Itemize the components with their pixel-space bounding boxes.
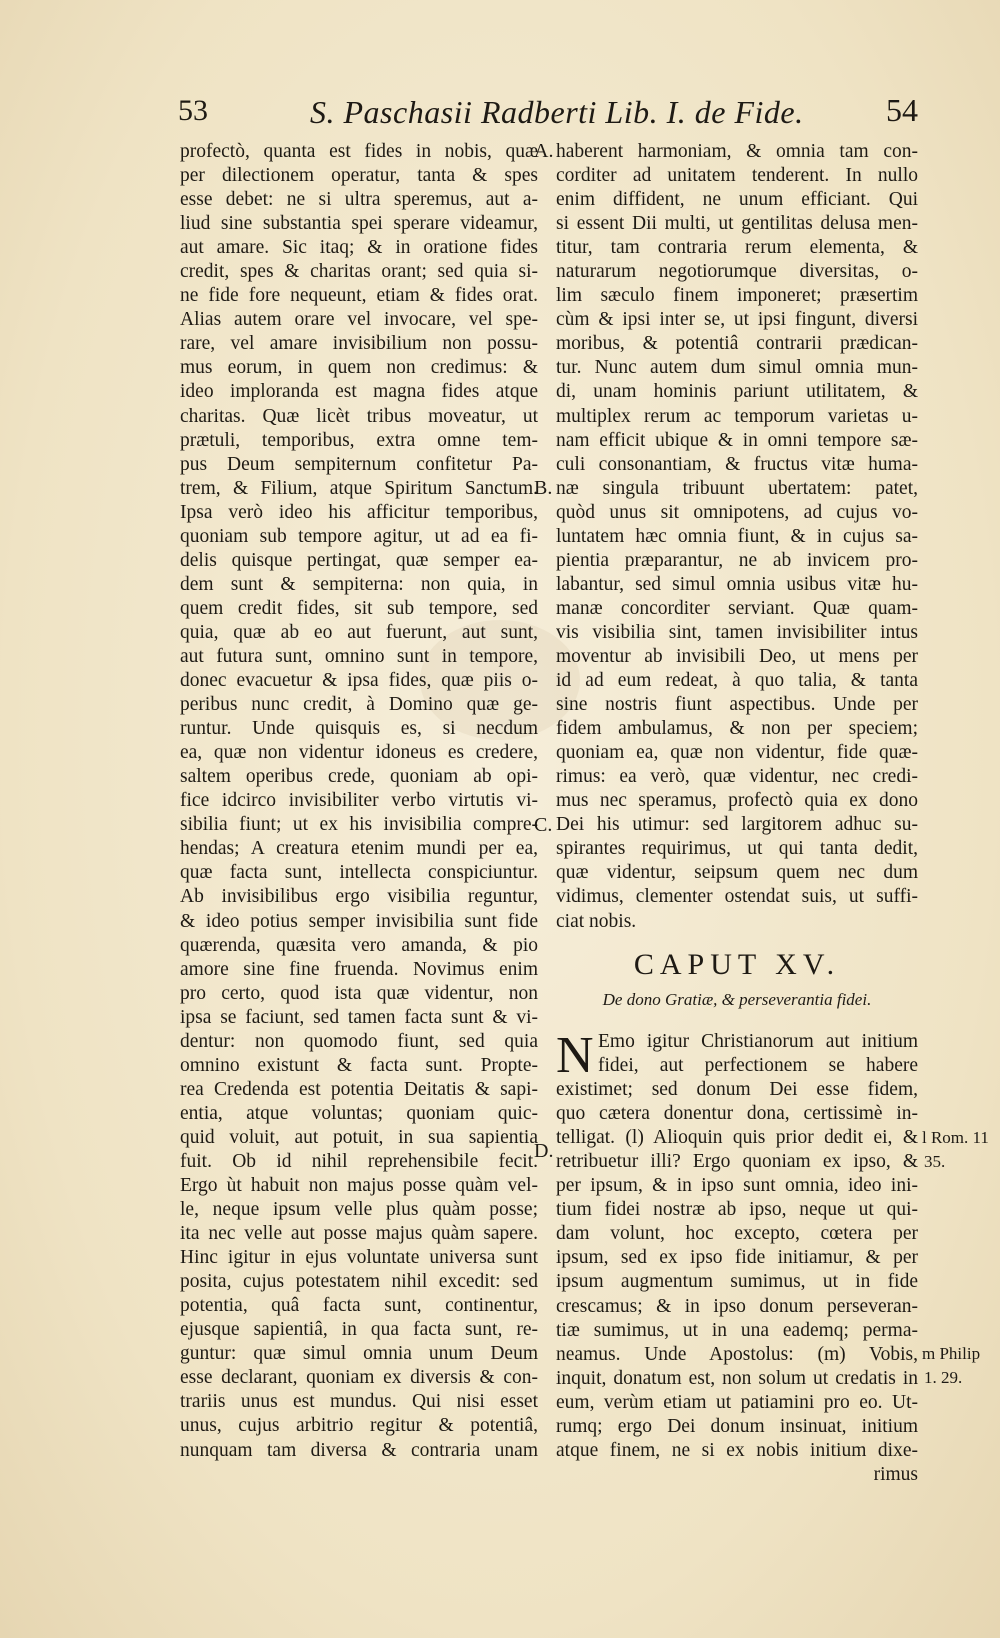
text-line: crescamus; & in ipso donum perseveran- — [556, 1295, 918, 1317]
text-line: esse declarant, quoniam ex diversis & con- — [180, 1367, 538, 1389]
text-line: liud sine substantia spei sperare videamur, — [180, 213, 538, 235]
chapter-subtitle: De dono Gratiæ, & perseverantia fidei. — [602, 990, 872, 1009]
text-line: quem credit fides, sit sub tempore, sed — [180, 597, 538, 619]
text-line: quærenda, quæsita vero amanda, & pio — [180, 934, 538, 956]
text-line: omnino existunt & facta sunt. Propte- — [180, 1054, 538, 1076]
text-line: cùm & ipsi inter se, ut ipsi fingunt, diversi — [556, 309, 918, 331]
text-line: retribuetur illi? Ergo quoniam ex ipso, & — [556, 1151, 918, 1173]
text-line: ejusque sapientiâ, in qua facta sunt, re- — [180, 1319, 538, 1341]
right-page-number: 54 — [886, 92, 918, 128]
text-line: labantur, sed simul omnia usibus vitæ hu- — [556, 573, 918, 595]
text-line: posita, cujus potestatem nihil excedit: sed — [180, 1271, 538, 1293]
text-line: rea Credenda est potentia Deitatis & sapi- — [180, 1078, 538, 1100]
text-line: quoniam sub tempore agitur, ut ad ea fi- — [180, 525, 538, 547]
text-line: quoniam ea, quæ non videntur, fide quæ- — [556, 742, 918, 764]
margin-letter-a: A. — [534, 140, 554, 162]
text-line: esse debet: ne si ultra speremus, aut a- — [180, 189, 538, 211]
right-column-bottom — [556, 1027, 918, 1487]
text-line: pro certo, quod ista quæ videntur, non — [180, 982, 538, 1004]
text-line: lim sæculo finem imponeret; præsertim — [556, 285, 918, 307]
text-line: mus nec speramus, profectò quia ex dono — [556, 790, 918, 812]
text-line: guntur: quæ simul omnia unum Deum — [180, 1343, 538, 1365]
text-line: rimus — [873, 1463, 918, 1485]
text-line: credit, spes & charitas orant; sed quia si- — [180, 261, 538, 283]
text-line: Alias autem orare vel invocare, vel spe- — [180, 309, 538, 331]
text-line: Ipsa verò ideo his afficitur temporibus, — [180, 501, 538, 523]
text-line: aut amare. Sic itaq; & in oratione fides — [180, 237, 538, 259]
text-line: dem sunt & sempiterna: non quia, in — [180, 573, 538, 595]
text-line: di, unam hominis pariunt utilitatem, & — [556, 381, 918, 403]
text-line: si essent Dii multi, ut gentilitas delusa men- — [556, 213, 918, 235]
left-page-number: 53 — [178, 94, 208, 127]
text-line: ideo imploranda est magna fides atque — [180, 381, 538, 403]
text-line: Ergo ùt habuit non majus posse quàm vel- — [180, 1175, 538, 1197]
text-line: amore sine fine fruenda. Novimus enim — [180, 958, 538, 980]
text-line: quòd unus sit omnipotens, ad cujus vo- — [556, 501, 918, 523]
text-line: rare, vel amare invisibilium non possu- — [180, 333, 538, 355]
text-line: potentia, quâ facta sunt, continentur, — [180, 1295, 538, 1317]
text-line: ita nec velle aut posse majus quàm sapere. — [180, 1223, 538, 1245]
text-line: trariis unus est mundus. Qui nisi esset — [180, 1391, 538, 1413]
text-line: telligat. (l) Alioquin quis prior dedit ei, & — [556, 1127, 918, 1149]
text-line: fice idcirco invisibiliter verbo virtutis vi- — [180, 790, 538, 812]
margin-note-rom-verse: 35. — [924, 1152, 946, 1171]
text-line: quia, quæ ab eo aut fuerunt, aut sunt, — [180, 621, 538, 643]
text-line: trem, & Filium, atque Spiritum Sanctum. — [180, 477, 538, 499]
left-column — [180, 140, 538, 1463]
text-line: tur. Nunc autem dum simul omnia mun- — [556, 357, 918, 379]
text-line: le, neque ipsum velle plus quàm posse; — [180, 1199, 538, 1221]
text-line: dam volunt, hoc excepto, cœtera per — [556, 1223, 918, 1245]
text-line: ne fide fore nequeunt, etiam & fides orat. — [180, 285, 538, 307]
text-line: haberent harmoniam, & omnia tam con- — [556, 141, 918, 162]
text-line: vis visibilia sint, tamen invisibiliter intus — [556, 621, 918, 643]
text-line: per dilectionem operatur, tanta & spes — [180, 165, 538, 187]
text-line: neamus. Unde Apostolus: (m) Vobis, — [556, 1343, 918, 1365]
text-line: peribus nunc credit, à Domino quæ ge- — [180, 694, 538, 716]
text-line: corditer ad unitatem tenderent. In nullo — [556, 165, 918, 187]
text-line: aut futura sunt, omnino sunt in tempore, — [180, 645, 538, 667]
text-line: ipsa se faciunt, sed tamen facta sunt & vi- — [180, 1006, 538, 1028]
text-line: quid voluit, aut potuit, in sua sapientia — [180, 1126, 538, 1148]
text-line: fuit. Ob id nihil reprehensibile fecit. — [180, 1150, 538, 1172]
drop-cap: N — [556, 1027, 594, 1084]
text-line: eum, verùm etiam ut patiamini pro eo. Ut- — [556, 1391, 918, 1413]
text-line: atque finem, ne si ex nobis initium dixe- — [556, 1439, 918, 1461]
text-line: naturarum negotiorumque diversitas, o- — [556, 261, 918, 283]
text-line: quo cætera donentur dona, certissimè in- — [556, 1103, 918, 1125]
text-line: rimus: ea verò, quæ videntur, nec credi- — [556, 766, 918, 788]
running-title: S. Paschasii Radberti Lib. I. de Fide. — [310, 94, 804, 130]
text-line: moribus, & potentiâ contrarii prædican- — [556, 333, 918, 355]
margin-letter-b: B. — [534, 477, 553, 499]
text-line: multiplex rerum ac temporum varietas u- — [556, 405, 918, 427]
text-line: profectò, quanta est fides in nobis, quæ — [180, 141, 538, 162]
text-line: existimet; sed donum Dei esse fidem, — [556, 1079, 918, 1101]
text-line: charitas. Quæ licèt tribus moveatur, ut — [180, 405, 538, 427]
margin-letter-d: D. — [534, 1140, 554, 1162]
text-line: pientia præparantur, ne ab invicem pro- — [556, 549, 918, 571]
text-line: tiæ sumimus, ut in una eademq; perma- — [556, 1319, 918, 1341]
text-line: runtur. Unde quisquis es, si necdum — [180, 718, 538, 740]
text-line: pus Deum sempiternum confitetur Pa- — [180, 453, 538, 475]
text-line: Emo igitur Christianorum aut initium — [598, 1031, 918, 1052]
text-line: dentur: non quomodo fiunt, sed quia — [180, 1030, 538, 1052]
text-line: & ideo potius semper invisibilia sunt fide — [180, 910, 538, 932]
text-line: enim diffident, ne unum efficiant. Qui — [556, 189, 918, 211]
text-line: saltem operibus crede, quoniam ab opi- — [180, 766, 538, 788]
text-line: mus eorum, in quem non credimus: & — [180, 357, 538, 379]
text-line: sine nostris fiunt aspectibus. Unde per — [556, 694, 918, 716]
margin-letter-c: C. — [534, 814, 553, 836]
running-header — [178, 92, 918, 140]
text-line: Hinc igitur in ejus voluntate universa sunt — [180, 1247, 538, 1269]
chapter-title: CAPUT XV. — [633, 948, 841, 981]
text-line: unus, cujus arbitrio regitur & potentiâ, — [180, 1415, 538, 1437]
text-line: vidimus, clementer ostendat suis, ut suffi- — [556, 886, 918, 908]
text-line: næ singula tribuunt ubertatem: patet, — [556, 477, 918, 499]
text-line: culi consonantiam, & fructus vitæ huma- — [556, 453, 918, 475]
text-line: luntatem hæc omnia fiunt, & in cujus sa- — [556, 525, 918, 547]
right-column-top — [556, 140, 918, 934]
text-line: id ad eum redeat, à quo talia, & tanta — [556, 670, 918, 692]
text-line: delis quisque pertingat, quæ semper ea- — [180, 549, 538, 571]
text-line: per ipsum, & in ipso sunt omnia, ideo ini- — [556, 1175, 918, 1197]
text-line: tium fidei nostræ ab ipso, neque ut qui- — [556, 1199, 918, 1221]
margin-note-philip-verse: 1. 29. — [924, 1368, 963, 1387]
text-line: quæ facta sunt, intellecta conspiciuntur. — [180, 862, 538, 884]
text-line: ipsum augmentum sumimus, ut in fide — [556, 1271, 918, 1293]
text-line: manæ concorditer serviant. Quæ quam- — [556, 597, 918, 619]
text-line: ciat nobis. — [556, 910, 637, 932]
text-line: sibilia fiunt; ut ex his invisibilia compre- — [180, 814, 538, 836]
text-line: spirantes requirimus, ut qui tanta dedit, — [556, 838, 918, 860]
text-line: donec evacuetur & ipsa fides, quæ piis o- — [180, 670, 538, 692]
text-line: fidei, aut perfectionem se habere — [598, 1055, 918, 1077]
text-line: Dei his utimur: sed largitorem adhuc su- — [556, 814, 918, 836]
text-line: nunquam tam diversa & contraria unam — [180, 1439, 538, 1461]
text-line: moventur ab invisibili Deo, ut mens per — [556, 645, 918, 667]
text-line: quæ videntur, seipsum quem nec dum — [556, 862, 918, 884]
text-line: ea, quæ non videntur idoneus es credere, — [180, 742, 538, 764]
text-line: titur, tam contraria rerum elementa, & — [556, 237, 918, 259]
text-line: prætuli, temporibus, extra omne tem- — [180, 429, 538, 451]
text-line: fidem ambulamus, & non per speciem; — [556, 718, 918, 740]
text-line: ipsum, sed ex ipso fide initiamur, & per — [556, 1247, 918, 1269]
text-line: inquit, donatum est, non solum ut credatis in — [556, 1367, 918, 1389]
text-line: entia, atque voluntas; quoniam quic- — [180, 1102, 538, 1124]
margin-note-philip: m Philip — [922, 1344, 981, 1363]
text-line: hendas; A creatura etenim mundi per ea, — [180, 838, 538, 860]
text-line: nam efficit ubique & in omni tempore sæ- — [556, 429, 918, 451]
text-line: rumq; ergo Dei donum insinuat, initium — [556, 1415, 918, 1437]
text-line: Ab invisibilibus ergo visibilia reguntur, — [180, 886, 538, 908]
margin-note-rom: l Rom. 11 — [922, 1128, 989, 1147]
